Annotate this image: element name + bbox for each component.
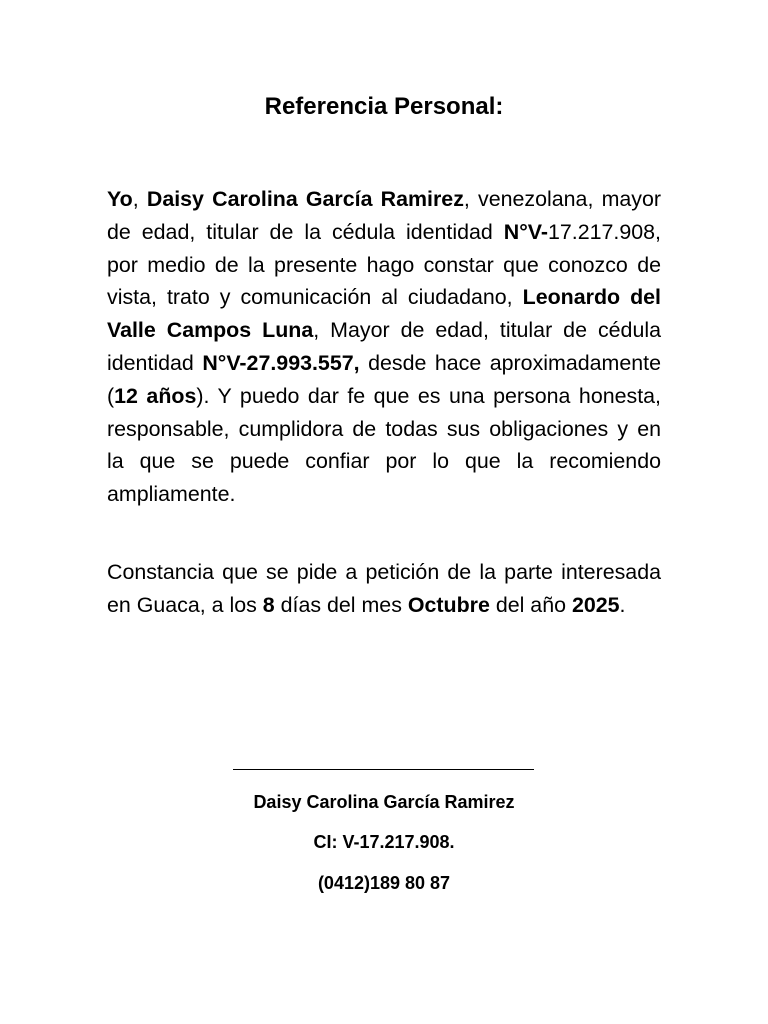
day-value: 8 [262,592,275,617]
text-segment: desde hace aproximadamente ( [107,350,661,408]
signature-line [233,769,534,770]
intro-word: Yo [107,187,133,211]
author-name: Daisy Carolina García Ramirez [146,187,464,211]
text-segment: del año [489,592,572,617]
author-id-prefix: N°V- [503,219,548,244]
text-segment: , [132,187,147,211]
document-title: Referencia Personal: [264,93,504,120]
reference-paragraph [107,183,661,511]
text-segment: ). Y puedo dar fe que es una persona honesta, responsable, cumplidora de todas sus obligaciones y en la que se puede confiar por lo que la recomiendo ampliamente. [107,383,661,507]
signature-name: Daisy Carolina García Ramirez [253,792,515,812]
year-value: 2025 [571,592,620,617]
years-known: 12 años [114,383,197,408]
text-segment: , venezolana, mayor de edad, titular de la cédula identidad [107,187,662,244]
signature-id: CI: V-17.217.908. [313,832,455,852]
text-segment: . [619,592,626,617]
closing-paragraph [107,556,661,622]
text-segment: , Mayor de edad, titular de cédula identidad [107,318,661,375]
referee-id: N°V-27.993.557, [202,350,360,375]
signature-phone: (0412)189 80 87 [317,873,451,893]
text-segment: días del mes [274,592,408,617]
text-segment: 17.217.908, por medio de la presente hago constar que conozco de vista, trato y comunicación al ciudadano, [107,219,661,310]
month-value: Octubre [407,592,490,617]
referee-name: Leonardo del Valle Campos Luna [107,285,661,343]
text-segment: Constancia que se pide a petición de la parte interesada en Guaca, a los [107,560,661,617]
